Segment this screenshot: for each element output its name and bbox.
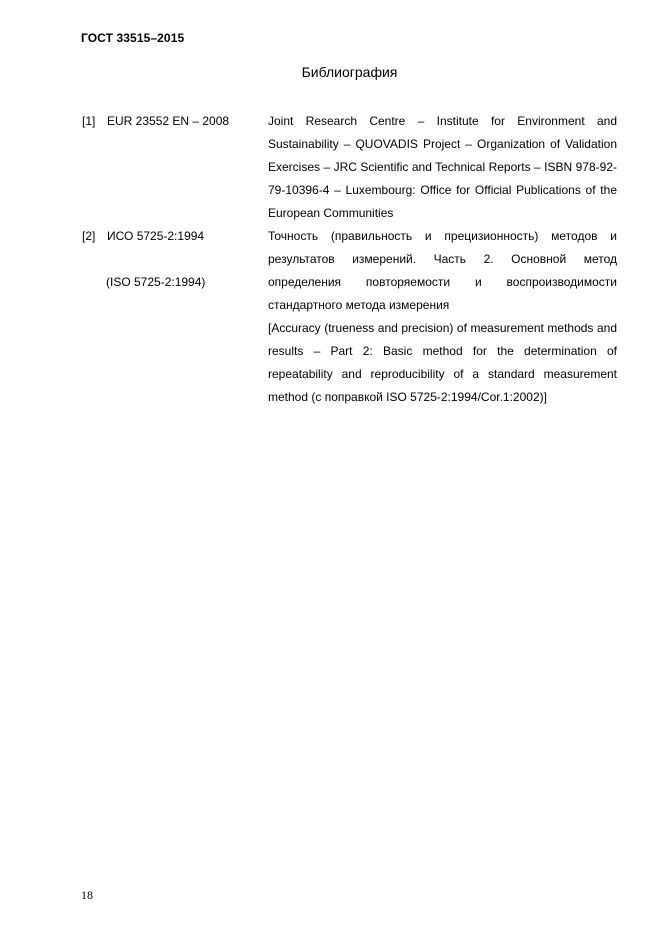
reference-description-text: Точность (правильность и прецизионность) методов и результатов измерений. Часть 2. Основной метод определения повторяемости и воспроизводимости стандартного метода измерения [268,229,617,312]
page-number: 18 [81,888,93,902]
reference-code: ИСО 5725-2:1994 [107,229,205,243]
reference-translation-text: [Accuracy (trueness and precision) of measurement methods and results – Part 2: Basic method for the determination of repeatability and reproducibility of a standard measurement method (с поправкой ISO 5725-2:1994/Cor.1:2002)] [268,321,617,404]
reference-code-international: (ISO 5725-2:1994) [106,275,206,289]
reference-description [268,225,617,409]
section-title: Библиография [301,64,398,80]
document-code-header: ГОСТ 33515–2015 [81,31,185,45]
reference-description [268,110,617,225]
reference-description-text: Joint Research Centre – Institute for Environment and Sustainability – QUOVADIS Project – Organization of Validation Exercises – JRC Scientific and Technical Reports – ISBN 978-92-79-10396-4 – Luxembourg: Office for Official Publications of the European Communities [268,114,617,220]
reference-number: [1] [82,114,96,128]
reference-number: [2] [82,229,96,243]
reference-code: EUR 23552 EN – 2008 [107,114,230,128]
